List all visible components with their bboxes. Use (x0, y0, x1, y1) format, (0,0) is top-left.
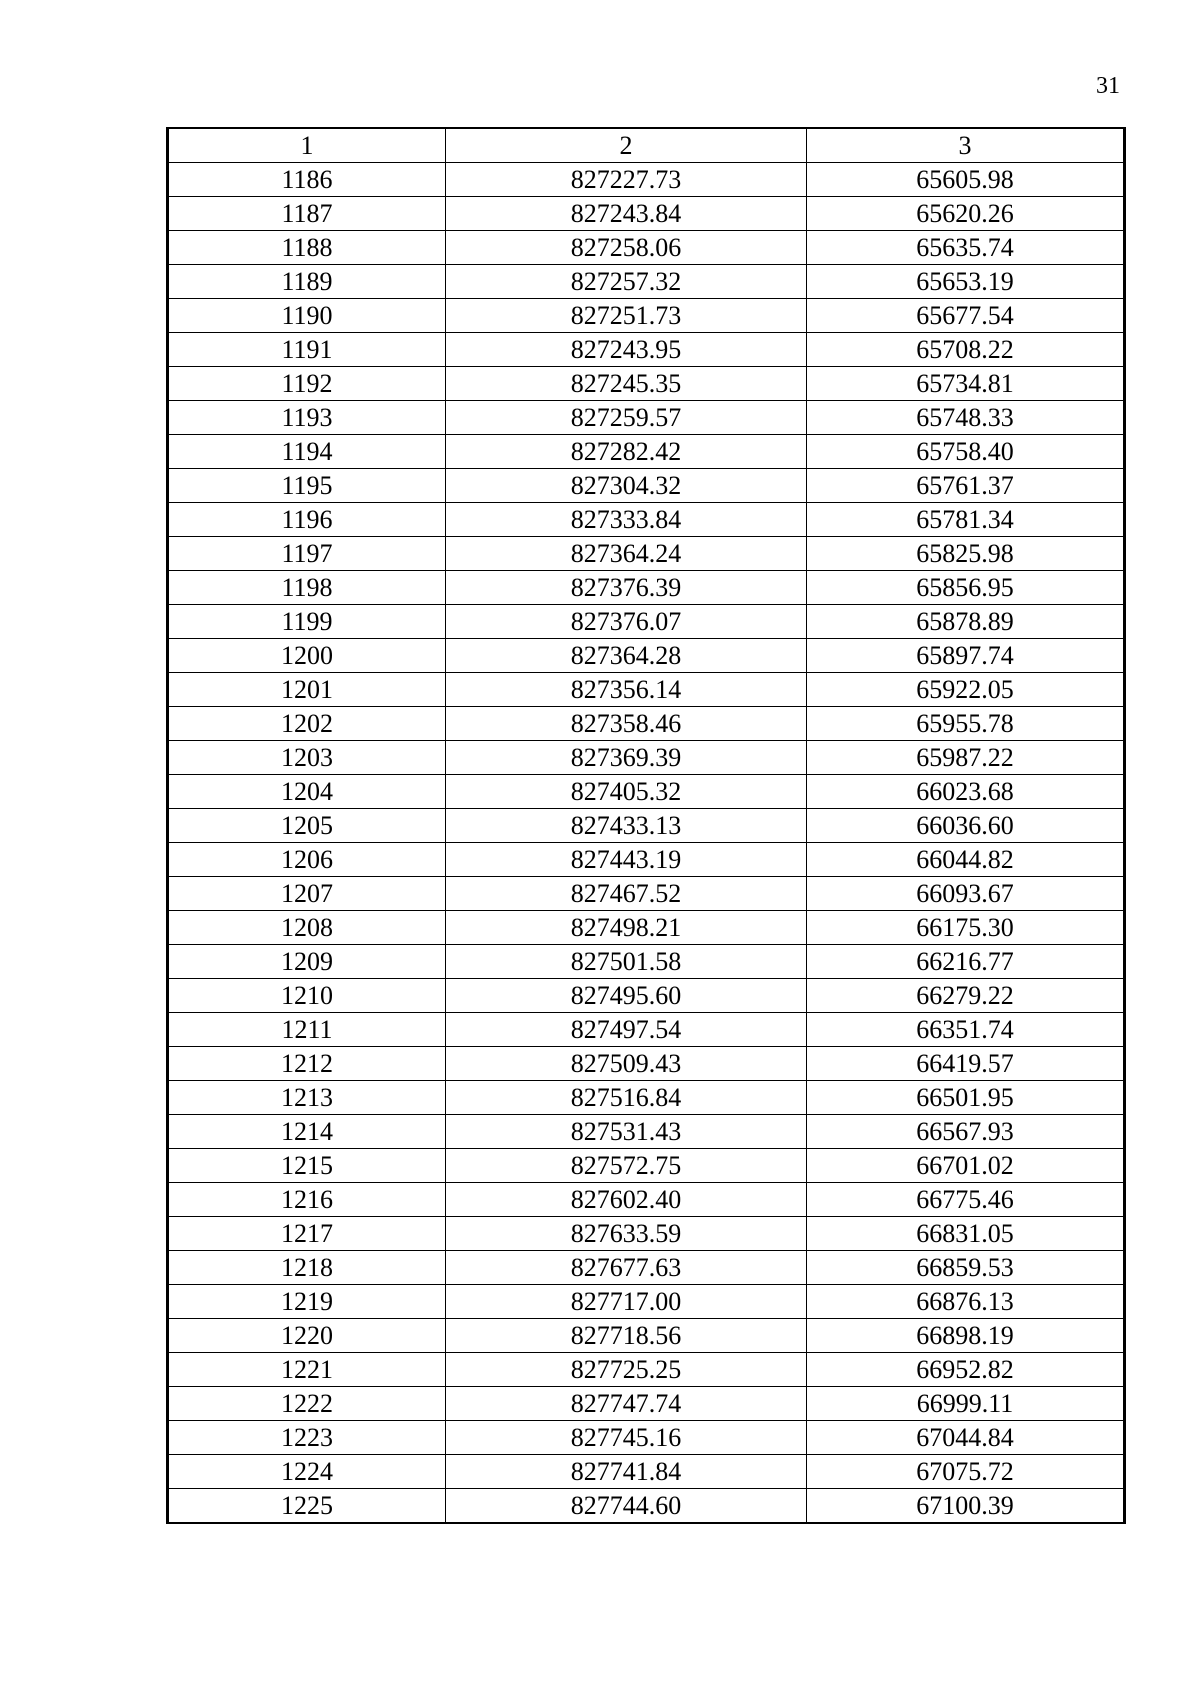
point-number-cell: 1216 (168, 1183, 446, 1217)
y-coordinate-cell: 66351.74 (807, 1013, 1125, 1047)
y-coordinate-cell: 65761.37 (807, 469, 1125, 503)
x-coordinate-cell: 827725.25 (446, 1353, 807, 1387)
x-coordinate-cell: 827364.24 (446, 537, 807, 571)
table-row (168, 1115, 1125, 1149)
point-number-cell: 1213 (168, 1081, 446, 1115)
point-number-cell: 1211 (168, 1013, 446, 1047)
table-row (168, 945, 1125, 979)
table-row (168, 469, 1125, 503)
y-coordinate-cell: 66216.77 (807, 945, 1125, 979)
y-coordinate-cell: 67044.84 (807, 1421, 1125, 1455)
point-number-cell: 1186 (168, 163, 446, 197)
point-number-cell: 1187 (168, 197, 446, 231)
y-coordinate-cell: 66567.93 (807, 1115, 1125, 1149)
y-coordinate-cell: 65734.81 (807, 367, 1125, 401)
table-row (168, 1285, 1125, 1319)
x-coordinate-cell: 827717.00 (446, 1285, 807, 1319)
table-row (168, 843, 1125, 877)
x-coordinate-cell: 827741.84 (446, 1455, 807, 1489)
y-coordinate-cell: 66952.82 (807, 1353, 1125, 1387)
point-number-cell: 1220 (168, 1319, 446, 1353)
y-coordinate-cell: 65955.78 (807, 707, 1125, 741)
x-coordinate-cell: 827333.84 (446, 503, 807, 537)
y-coordinate-cell: 65987.22 (807, 741, 1125, 775)
x-coordinate-cell: 827243.95 (446, 333, 807, 367)
y-coordinate-cell: 65620.26 (807, 197, 1125, 231)
x-coordinate-cell: 827356.14 (446, 673, 807, 707)
x-coordinate-cell: 827258.06 (446, 231, 807, 265)
y-coordinate-cell: 67075.72 (807, 1455, 1125, 1489)
x-coordinate-cell: 827369.39 (446, 741, 807, 775)
column-header: 2 (446, 128, 807, 163)
table-row (168, 1013, 1125, 1047)
table-row (168, 911, 1125, 945)
y-coordinate-cell: 65653.19 (807, 265, 1125, 299)
table-row (168, 1149, 1125, 1183)
x-coordinate-cell: 827257.32 (446, 265, 807, 299)
y-coordinate-cell: 66999.11 (807, 1387, 1125, 1421)
table-row (168, 1387, 1125, 1421)
y-coordinate-cell: 65605.98 (807, 163, 1125, 197)
x-coordinate-cell: 827443.19 (446, 843, 807, 877)
y-coordinate-cell: 66023.68 (807, 775, 1125, 809)
x-coordinate-cell: 827243.84 (446, 197, 807, 231)
point-number-cell: 1218 (168, 1251, 446, 1285)
point-number-cell: 1210 (168, 979, 446, 1013)
y-coordinate-cell: 65748.33 (807, 401, 1125, 435)
column-header: 3 (807, 128, 1125, 163)
point-number-cell: 1223 (168, 1421, 446, 1455)
point-number-cell: 1200 (168, 639, 446, 673)
y-coordinate-cell: 65878.89 (807, 605, 1125, 639)
y-coordinate-cell: 66898.19 (807, 1319, 1125, 1353)
x-coordinate-cell: 827531.43 (446, 1115, 807, 1149)
point-number-cell: 1197 (168, 537, 446, 571)
point-number-cell: 1212 (168, 1047, 446, 1081)
point-number-cell: 1198 (168, 571, 446, 605)
point-number-cell: 1192 (168, 367, 446, 401)
point-number-cell: 1204 (168, 775, 446, 809)
table-row (168, 741, 1125, 775)
x-coordinate-cell: 827497.54 (446, 1013, 807, 1047)
y-coordinate-cell: 65897.74 (807, 639, 1125, 673)
x-coordinate-cell: 827745.16 (446, 1421, 807, 1455)
y-coordinate-cell: 67100.39 (807, 1489, 1125, 1524)
table-row (168, 435, 1125, 469)
column-header: 1 (168, 128, 446, 163)
point-number-cell: 1194 (168, 435, 446, 469)
point-number-cell: 1215 (168, 1149, 446, 1183)
header-row (168, 128, 1125, 163)
table-row (168, 877, 1125, 911)
table-row (168, 1047, 1125, 1081)
y-coordinate-cell: 65708.22 (807, 333, 1125, 367)
point-number-cell: 1196 (168, 503, 446, 537)
point-number-cell: 1206 (168, 843, 446, 877)
table-row (168, 299, 1125, 333)
point-number-cell: 1195 (168, 469, 446, 503)
table-row (168, 367, 1125, 401)
x-coordinate-cell: 827509.43 (446, 1047, 807, 1081)
x-coordinate-cell: 827433.13 (446, 809, 807, 843)
point-number-cell: 1201 (168, 673, 446, 707)
y-coordinate-cell: 65856.95 (807, 571, 1125, 605)
table-row (168, 401, 1125, 435)
x-coordinate-cell: 827358.46 (446, 707, 807, 741)
page-number: 31 (1096, 73, 1120, 99)
y-coordinate-cell: 66831.05 (807, 1217, 1125, 1251)
point-number-cell: 1221 (168, 1353, 446, 1387)
y-coordinate-cell: 66044.82 (807, 843, 1125, 877)
x-coordinate-cell: 827376.39 (446, 571, 807, 605)
y-coordinate-cell: 66175.30 (807, 911, 1125, 945)
point-number-cell: 1188 (168, 231, 446, 265)
y-coordinate-cell: 66859.53 (807, 1251, 1125, 1285)
point-number-cell: 1214 (168, 1115, 446, 1149)
point-number-cell: 1224 (168, 1455, 446, 1489)
x-coordinate-cell: 827747.74 (446, 1387, 807, 1421)
x-coordinate-cell: 827467.52 (446, 877, 807, 911)
coordinates-table (166, 127, 1126, 1524)
table-row (168, 1081, 1125, 1115)
point-number-cell: 1203 (168, 741, 446, 775)
x-coordinate-cell: 827376.07 (446, 605, 807, 639)
table-body (168, 163, 1125, 1524)
x-coordinate-cell: 827282.42 (446, 435, 807, 469)
table-row (168, 1455, 1125, 1489)
table-row (168, 197, 1125, 231)
x-coordinate-cell: 827364.28 (446, 639, 807, 673)
table-row (168, 231, 1125, 265)
y-coordinate-cell: 65781.34 (807, 503, 1125, 537)
y-coordinate-cell: 65677.54 (807, 299, 1125, 333)
table-row (168, 1319, 1125, 1353)
table-row (168, 571, 1125, 605)
y-coordinate-cell: 65825.98 (807, 537, 1125, 571)
table-row (168, 775, 1125, 809)
x-coordinate-cell: 827227.73 (446, 163, 807, 197)
table-row (168, 537, 1125, 571)
x-coordinate-cell: 827501.58 (446, 945, 807, 979)
point-number-cell: 1193 (168, 401, 446, 435)
x-coordinate-cell: 827259.57 (446, 401, 807, 435)
y-coordinate-cell: 65922.05 (807, 673, 1125, 707)
point-number-cell: 1207 (168, 877, 446, 911)
x-coordinate-cell: 827498.21 (446, 911, 807, 945)
x-coordinate-cell: 827718.56 (446, 1319, 807, 1353)
x-coordinate-cell: 827572.75 (446, 1149, 807, 1183)
table-row (168, 265, 1125, 299)
table-row (168, 979, 1125, 1013)
table-row (168, 639, 1125, 673)
y-coordinate-cell: 66775.46 (807, 1183, 1125, 1217)
table-row (168, 1183, 1125, 1217)
point-number-cell: 1202 (168, 707, 446, 741)
table-row (168, 1489, 1125, 1524)
x-coordinate-cell: 827251.73 (446, 299, 807, 333)
x-coordinate-cell: 827744.60 (446, 1489, 807, 1524)
x-coordinate-cell: 827516.84 (446, 1081, 807, 1115)
point-number-cell: 1189 (168, 265, 446, 299)
y-coordinate-cell: 66093.67 (807, 877, 1125, 911)
x-coordinate-cell: 827495.60 (446, 979, 807, 1013)
point-number-cell: 1199 (168, 605, 446, 639)
table-row (168, 1217, 1125, 1251)
y-coordinate-cell: 66419.57 (807, 1047, 1125, 1081)
table-row (168, 673, 1125, 707)
point-number-cell: 1205 (168, 809, 446, 843)
table-row (168, 605, 1125, 639)
point-number-cell: 1209 (168, 945, 446, 979)
table-row (168, 163, 1125, 197)
point-number-cell: 1217 (168, 1217, 446, 1251)
table-row (168, 503, 1125, 537)
point-number-cell: 1190 (168, 299, 446, 333)
point-number-cell: 1225 (168, 1489, 446, 1524)
table-row (168, 333, 1125, 367)
point-number-cell: 1219 (168, 1285, 446, 1319)
x-coordinate-cell: 827304.32 (446, 469, 807, 503)
table-row (168, 1251, 1125, 1285)
x-coordinate-cell: 827677.63 (446, 1251, 807, 1285)
table-row (168, 707, 1125, 741)
y-coordinate-cell: 66701.02 (807, 1149, 1125, 1183)
y-coordinate-cell: 66279.22 (807, 979, 1125, 1013)
table-header (168, 128, 1125, 163)
x-coordinate-cell: 827245.35 (446, 367, 807, 401)
y-coordinate-cell: 65635.74 (807, 231, 1125, 265)
x-coordinate-cell: 827633.59 (446, 1217, 807, 1251)
point-number-cell: 1208 (168, 911, 446, 945)
table-row (168, 1421, 1125, 1455)
table-row (168, 1353, 1125, 1387)
point-number-cell: 1222 (168, 1387, 446, 1421)
x-coordinate-cell: 827405.32 (446, 775, 807, 809)
x-coordinate-cell: 827602.40 (446, 1183, 807, 1217)
y-coordinate-cell: 65758.40 (807, 435, 1125, 469)
y-coordinate-cell: 66876.13 (807, 1285, 1125, 1319)
point-number-cell: 1191 (168, 333, 446, 367)
y-coordinate-cell: 66036.60 (807, 809, 1125, 843)
y-coordinate-cell: 66501.95 (807, 1081, 1125, 1115)
table-row (168, 809, 1125, 843)
